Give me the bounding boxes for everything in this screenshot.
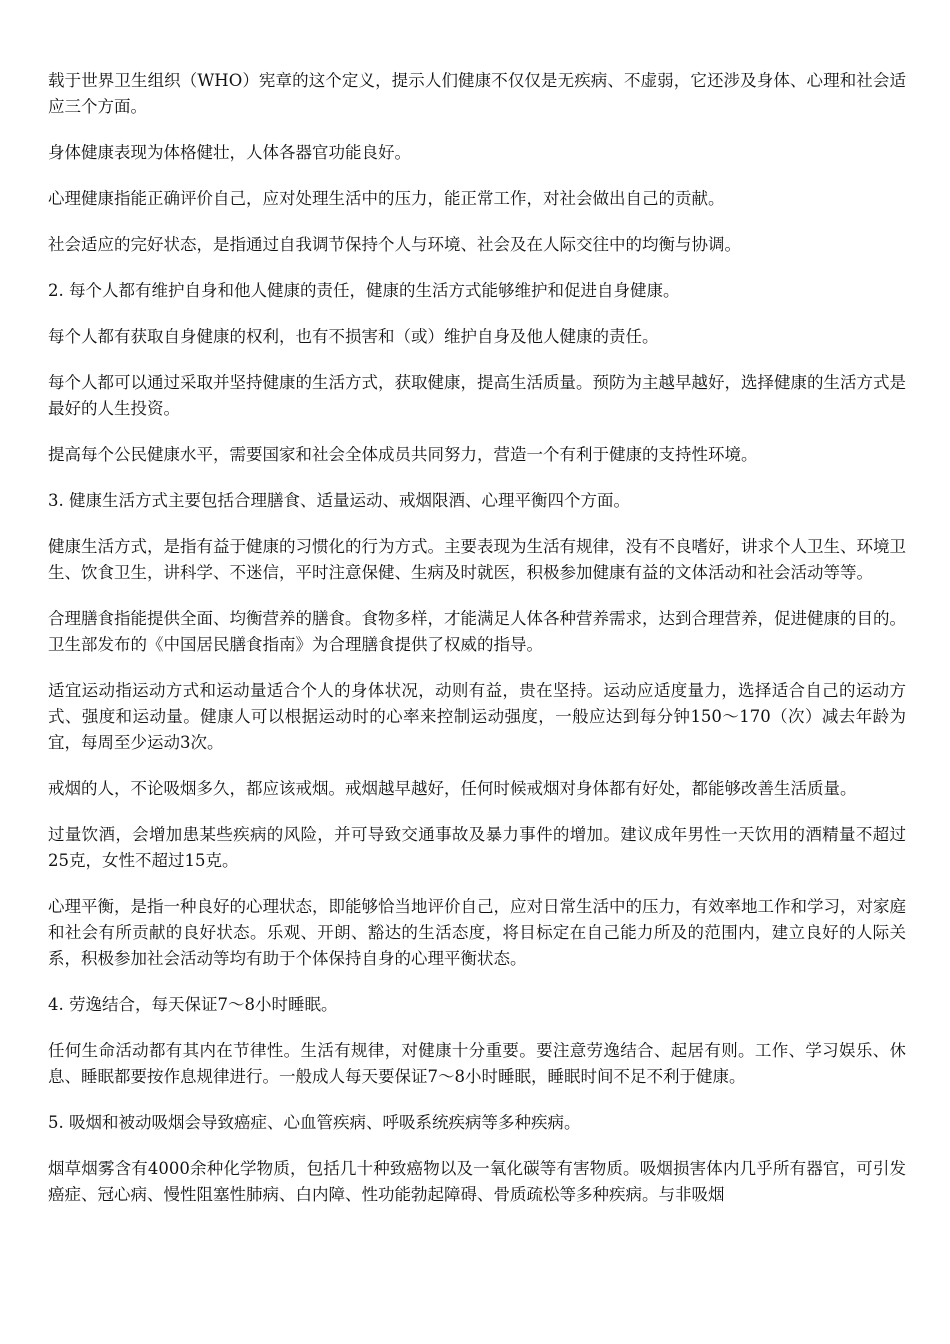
section-heading-5: 5. 吸烟和被动吸烟会导致癌症、心血管疾病、呼吸系统疾病等多种疾病。 [48,1113,581,1132]
document-body [48,68,906,1228]
paragraph-quit-smoking: 戒烟的人，不论吸烟多久，都应该戒烟。戒烟越早越好，任何时候戒烟对身体都有好处，都能够改善生活质量。 [48,779,857,798]
paragraph-physical-health: 身体健康表现为体格健壮，人体各器官功能良好。 [48,143,411,162]
paragraph-social-adaptation: 社会适应的完好状态，是指通过自我调节保持个人与环境、社会及在人际交往中的均衡与协调。 [48,235,741,254]
section-heading-4: 4. 劳逸结合，每天保证7～8小时睡眠。 [48,995,338,1014]
paragraph-exercise: 适宜运动指运动方式和运动量适合个人的身体状况，动则有益，贵在坚持。运动应适度量力，选择适合自己的运动方式、强度和运动量。健康人可以根据运动时的心率来控制运动强度，一般应达到每分钟150～170（次）减去年龄为宜，每周至少运动3次。 [48,681,906,752]
paragraph-rhythm-sleep: 任何生命活动都有其内在节律性。生活有规律，对健康十分重要。要注意劳逸结合、起居有则。工作、学习娱乐、休息、睡眠都要按作息规律进行。一般成人每天要保证7～8小时睡眠，睡眠时间不足不利于健康。 [48,1041,906,1086]
paragraph-lifestyle-definition: 健康生活方式，是指有益于健康的习惯化的行为方式。主要表现为生活有规律，没有不良嗜好，讲求个人卫生、环境卫生、饮食卫生，讲科学、不迷信，平时注意保健、生病及时就医，积极参加健康有益的文体活动和社会活动等等。 [48,537,906,582]
paragraph-mental-balance: 心理平衡，是指一种良好的心理状态，即能够恰当地评价自己，应对日常生活中的压力，有效率地工作和学习，对家庭和社会有所贡献的良好状态。乐观、开朗、豁达的生活态度，将目标定在自己能力所及的范围内，建立良好的人际关系，积极参加社会活动等均有助于个体保持自身的心理平衡状态。 [48,897,906,968]
section-heading-3: 3. 健康生活方式主要包括合理膳食、适量运动、戒烟限酒、心理平衡四个方面。 [48,491,630,510]
paragraph-healthy-lifestyle-investment: 每个人都可以通过采取并坚持健康的生活方式，获取健康，提高生活质量。预防为主越早越好，选择健康的生活方式是最好的人生投资。 [48,373,906,418]
paragraph-balanced-diet: 合理膳食指能提供全面、均衡营养的膳食。食物多样，才能满足人体各种营养需求，达到合理营养，促进健康的目的。卫生部发布的《中国居民膳食指南》为合理膳食提供了权威的指导。 [48,609,906,654]
paragraph-health-rights: 每个人都有获取自身健康的权利，也有不损害和（或）维护自身及他人健康的责任。 [48,327,659,346]
paragraph-mental-health: 心理健康指能正确评价自己，应对处理生活中的压力，能正常工作，对社会做出自己的贡献。 [48,189,725,208]
section-heading-2: 2. 每个人都有维护自身和他人健康的责任，健康的生活方式能够维护和促进自身健康。 [48,281,680,300]
paragraph-supportive-environment: 提高每个公民健康水平，需要国家和社会全体成员共同努力，营造一个有利于健康的支持性环境。 [48,445,758,464]
paragraph-who-definition: 载于世界卫生组织（WHO）宪章的这个定义，提示人们健康不仅仅是无疾病、不虚弱，它还涉及身体、心理和社会适应三个方面。 [48,71,906,116]
paragraph-alcohol: 过量饮酒，会增加患某些疾病的风险，并可导致交通事故及暴力事件的增加。建议成年男性一天饮用的酒精量不超过25克，女性不超过15克。 [48,825,906,870]
paragraph-tobacco-smoke: 烟草烟雾含有4000余种化学物质，包括几十种致癌物以及一氧化碳等有害物质。吸烟损害体内几乎所有器官，可引发癌症、冠心病、慢性阻塞性肺病、白内障、性功能勃起障碍、骨质疏松等多种疾病。与非吸烟 [48,1159,906,1204]
